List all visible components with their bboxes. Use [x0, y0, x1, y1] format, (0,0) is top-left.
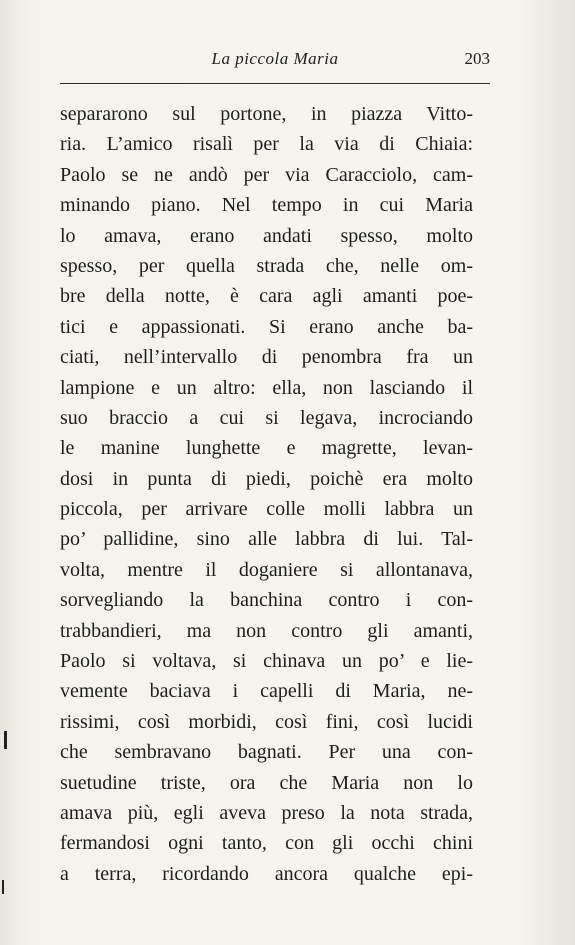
text-line: po’ pallidine, sino alle labbra di lui. Tal-: [60, 528, 473, 551]
text-line: volta, mentre il doganiere si allontanava,: [60, 558, 473, 581]
page-number: 203: [464, 49, 490, 68]
header-rule: [60, 83, 490, 84]
text-line: rissimi, così morbidi, così fini, così lucidi: [60, 710, 473, 733]
text-line: suo braccio a cui si legava, incrociando: [60, 406, 473, 429]
text-line: trabbandieri, ma non contro gli amanti,: [60, 619, 473, 642]
text-line: lampione e un altro: ella, non lasciando il: [60, 376, 473, 399]
text-line: piccola, per arrivare colle molli labbra un: [60, 498, 473, 521]
running-title: La piccola Maria: [211, 49, 339, 68]
text-line: spesso, per quella strada che, nelle om-: [60, 254, 473, 277]
text-line: le manine lunghette e magrette, levan-: [60, 437, 473, 460]
running-head: [60, 49, 490, 73]
text-line: ria. L’amico risalì per la via di Chiaia:: [60, 133, 473, 156]
text-line: dosi in punta di piedi, poichè era molto: [60, 467, 473, 490]
text-line: Paolo si voltava, si chinava un po’ e lie-: [60, 650, 473, 673]
text-line: ciati, nell’intervallo di penombra fra un: [60, 346, 473, 369]
text-line: Paolo se ne andò per via Caracciolo, cam-: [60, 163, 473, 186]
text-line: fermandosi ogni tanto, con gli occhi chini: [60, 832, 473, 855]
text-line: lo amava, erano andati spesso, molto: [60, 224, 473, 247]
left-margin-mark: [2, 880, 4, 894]
left-margin-mark: [4, 731, 7, 749]
text-line: a terra, ricordando ancora qualche epi-: [60, 862, 473, 885]
text-line: tici e appassionati. Si erano anche ba-: [60, 315, 473, 338]
text-line: vemente baciava i capelli di Maria, ne-: [60, 680, 473, 703]
text-line: amava più, egli aveva preso la nota strada,: [60, 801, 473, 824]
text-line: suetudine triste, ora che Maria non lo: [60, 771, 473, 794]
text-line: bre della notte, è cara agli amanti poe-: [60, 285, 473, 308]
text-line: sorvegliando la banchina contro i con-: [60, 589, 473, 612]
text-line: che sembravano bagnati. Per una con-: [60, 741, 473, 764]
text-line: minando piano. Nel tempo in cui Maria: [60, 194, 473, 217]
body-text: [60, 99, 473, 889]
text-line: separarono sul portone, in piazza Vitto-: [60, 103, 473, 125]
